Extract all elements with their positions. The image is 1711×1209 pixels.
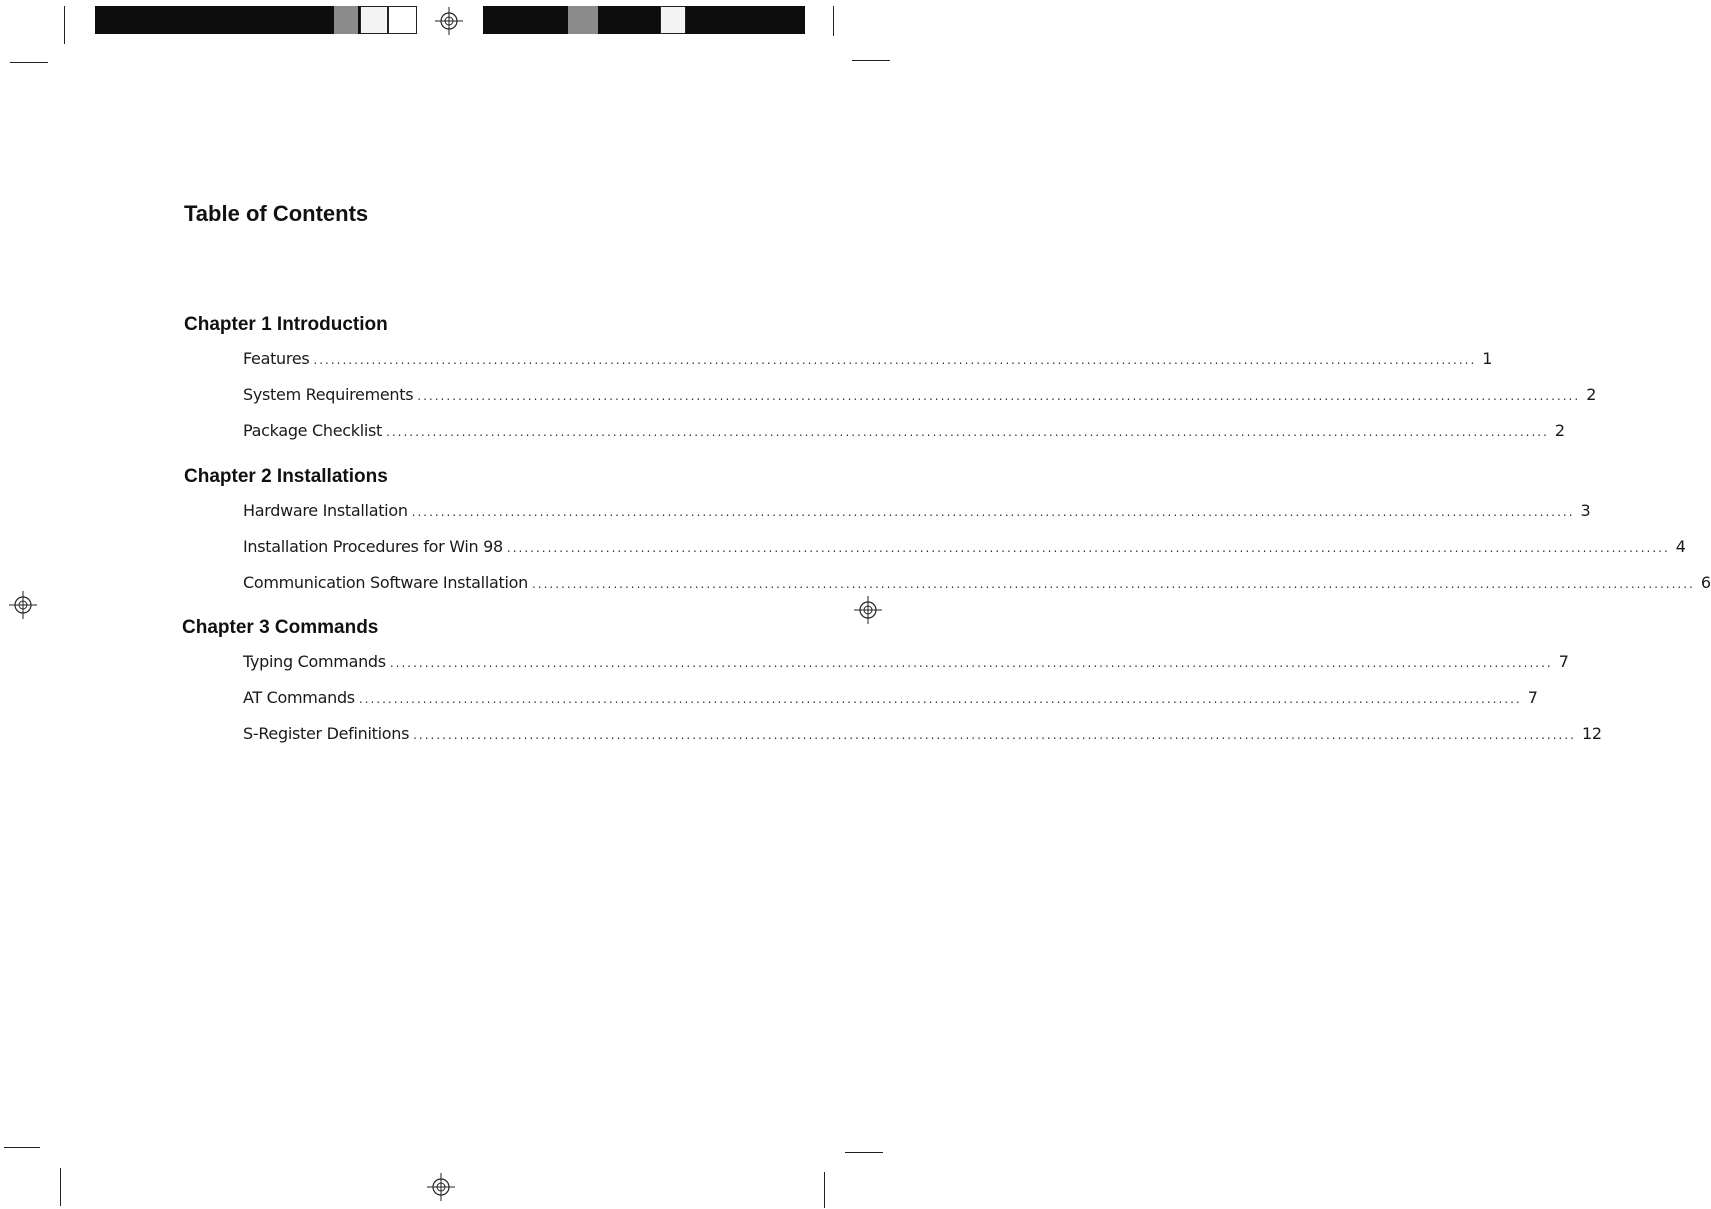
dot-leader: ........................................................................................................................................................................................................ (417, 389, 1581, 403)
dot-leader: ........................................................................................................................................................................................................ (411, 505, 1575, 519)
print-density-bar-right (483, 6, 805, 34)
dot-leader: ........................................................................................................................................................................................................ (389, 656, 1553, 670)
toc-entry-label: System Requirements (243, 385, 414, 404)
toc-entry-page: 7 (1527, 688, 1538, 707)
crop-mark (824, 1172, 825, 1208)
toc-entry-label: Hardware Installation (243, 501, 408, 520)
chapter-heading: Chapter 3 Commands (182, 617, 379, 638)
toc-entry-label: Installation Procedures for Win 98 (243, 537, 503, 556)
chapter-heading: Chapter 2 Installations (184, 466, 388, 487)
toc-entry-page: 1 (1482, 349, 1493, 368)
toc-entry[interactable] (243, 537, 1686, 561)
print-white-patch (388, 6, 417, 34)
dot-leader: ........................................................................................................................................................................................................ (358, 692, 1522, 706)
crop-mark (64, 6, 65, 44)
page-title: Table of Contents (184, 201, 369, 226)
dot-leader: ........................................................................................................................................................................................................ (386, 425, 1549, 439)
print-white-patch (660, 6, 686, 34)
dot-leader: ........................................................................................................................................................................................................ (313, 353, 1477, 367)
toc-entry-label: Features (243, 349, 310, 368)
toc-entry[interactable] (243, 421, 1565, 445)
crop-mark (10, 62, 48, 63)
toc-entry-page: 4 (1675, 537, 1686, 556)
toc-entry-label: Communication Software Installation (243, 573, 528, 592)
toc-entry-page: 2 (1554, 421, 1565, 440)
crop-mark (60, 1168, 61, 1206)
dot-leader: ........................................................................................................................................................................................................ (531, 577, 1695, 591)
toc-entry[interactable] (243, 724, 1602, 748)
dot-leader: ........................................................................................................................................................................................................ (413, 728, 1576, 742)
crop-mark (852, 60, 890, 61)
toc-entry-page: 12 (1582, 724, 1602, 743)
registration-mark-icon (426, 1172, 456, 1202)
toc-entry-page: 2 (1586, 385, 1597, 404)
toc-entry[interactable] (243, 501, 1591, 525)
toc-entry-page: 3 (1580, 501, 1591, 520)
toc-entry-label: Package Checklist (243, 421, 383, 440)
toc-entry[interactable] (243, 652, 1569, 676)
toc-entry[interactable] (243, 349, 1493, 373)
registration-mark-icon (8, 590, 38, 620)
toc-entry[interactable] (243, 573, 1711, 597)
registration-mark-icon (853, 595, 883, 625)
crop-mark (4, 1147, 40, 1148)
toc-entry-label: S-Register Definitions (243, 724, 410, 743)
print-gray-patch (568, 6, 598, 34)
crop-mark (845, 1152, 883, 1153)
crop-mark (833, 6, 834, 36)
registration-mark-icon (434, 6, 464, 36)
chapter-heading: Chapter 1 Introduction (184, 314, 388, 335)
toc-entry-page: 7 (1558, 652, 1569, 671)
toc-entry[interactable] (243, 688, 1538, 712)
toc-entry-label: AT Commands (243, 688, 355, 707)
toc-entry[interactable] (243, 385, 1597, 409)
toc-entry-label: Typing Commands (243, 652, 386, 671)
toc-entry-page: 6 (1700, 573, 1711, 592)
print-white-patch (360, 6, 388, 34)
print-gray-patch (334, 6, 358, 34)
dot-leader: ........................................................................................................................................................................................................ (506, 541, 1670, 555)
